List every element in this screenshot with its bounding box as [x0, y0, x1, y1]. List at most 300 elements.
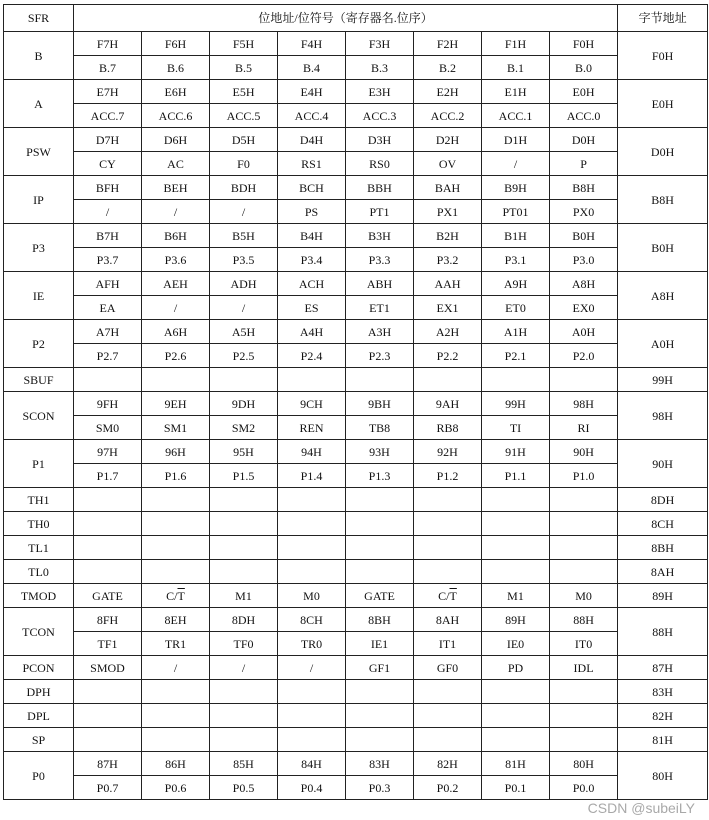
sfr-table: [3, 4, 708, 800]
table-row-dph: [4, 680, 708, 704]
empty-bit-cell: [142, 536, 210, 560]
sfr-name-cell: PCON: [4, 656, 74, 680]
bit-address-cell: BAH: [414, 176, 482, 200]
bit-address-cell: E0H: [550, 80, 618, 104]
sfr-name-cell: TMOD: [4, 584, 74, 608]
empty-bit-cell: [142, 680, 210, 704]
bit-symbol-cell: P1.7: [74, 464, 142, 488]
empty-bit-cell: [346, 368, 414, 392]
empty-bit-cell: [414, 680, 482, 704]
empty-bit-cell: [142, 488, 210, 512]
bit-symbol-cell: PT01: [482, 200, 550, 224]
ct-text: C/: [438, 588, 450, 603]
bit-address-cell: 91H: [482, 440, 550, 464]
bit-symbol-cell: GF0: [414, 656, 482, 680]
bit-address-cell: 9DH: [210, 392, 278, 416]
table-row-b-name: [4, 56, 708, 80]
bit-symbol-cell: TR0: [278, 632, 346, 656]
sfr-name-cell: IE: [4, 272, 74, 320]
byte-address-cell: 8CH: [618, 512, 708, 536]
bit-address-cell: B8H: [550, 176, 618, 200]
empty-bit-cell: [74, 368, 142, 392]
sfr-name-cell: TCON: [4, 608, 74, 656]
bit-symbol-cell: P3.2: [414, 248, 482, 272]
bit-symbol-cell: B.4: [278, 56, 346, 80]
bit-symbol-cell: SM2: [210, 416, 278, 440]
byte-address-cell: B0H: [618, 224, 708, 272]
empty-bit-cell: [414, 488, 482, 512]
byte-address-cell: 99H: [618, 368, 708, 392]
bit-symbol-cell: RS1: [278, 152, 346, 176]
empty-bit-cell: [278, 728, 346, 752]
bit-symbol-cell: P2.7: [74, 344, 142, 368]
bit-symbol-cell: B.3: [346, 56, 414, 80]
table-row-tl0: [4, 560, 708, 584]
empty-bit-cell: [210, 728, 278, 752]
bit-address-cell: B6H: [142, 224, 210, 248]
byte-address-cell: D0H: [618, 128, 708, 176]
empty-bit-cell: [414, 560, 482, 584]
sfr-name-cell: P3: [4, 224, 74, 272]
empty-bit-cell: [482, 536, 550, 560]
bit-symbol-cell: EX1: [414, 296, 482, 320]
bit-address-cell: A7H: [74, 320, 142, 344]
byte-address-cell: 98H: [618, 392, 708, 440]
t-overline: $\overline{T}$: [177, 588, 185, 603]
sfr-name-cell: SBUF: [4, 368, 74, 392]
byte-address-cell: A8H: [618, 272, 708, 320]
bit-symbol-cell: IT0: [550, 632, 618, 656]
table-row-sbuf: [4, 368, 708, 392]
bit-address-cell: D0H: [550, 128, 618, 152]
bit-symbol-cell: P3.0: [550, 248, 618, 272]
header-bits: 位地址/位符号（寄存器名.位序）: [74, 5, 618, 32]
empty-bit-cell: [550, 536, 618, 560]
table-row-ie-name: [4, 296, 708, 320]
table-row-th0: [4, 512, 708, 536]
bit-address-cell: F5H: [210, 32, 278, 56]
byte-address-cell: 80H: [618, 752, 708, 800]
bit-address-cell: 8CH: [278, 608, 346, 632]
bit-address-cell: 85H: [210, 752, 278, 776]
sfr-name-cell: SCON: [4, 392, 74, 440]
bit-symbol-cell: F0: [210, 152, 278, 176]
ct-text: C/: [166, 588, 178, 603]
bit-address-cell: 87H: [74, 752, 142, 776]
empty-bit-cell: [210, 560, 278, 584]
bit-symbol-cell: P1.2: [414, 464, 482, 488]
empty-bit-cell: [74, 704, 142, 728]
bit-symbol-cell: TF0: [210, 632, 278, 656]
bit-address-cell: B3H: [346, 224, 414, 248]
bit-address-cell: 9BH: [346, 392, 414, 416]
bit-symbol-cell: ACC.2: [414, 104, 482, 128]
sfr-name-cell: DPH: [4, 680, 74, 704]
empty-bit-cell: [550, 560, 618, 584]
bit-symbol-cell: OV: [414, 152, 482, 176]
header-byte-address: 字节地址: [618, 5, 708, 32]
empty-bit-cell: [550, 680, 618, 704]
empty-bit-cell: [74, 680, 142, 704]
empty-bit-cell: [278, 488, 346, 512]
empty-bit-cell: [74, 560, 142, 584]
bit-symbol-cell: RB8: [414, 416, 482, 440]
table-row-pcon: [4, 656, 708, 680]
bit-address-cell: BBH: [346, 176, 414, 200]
sfr-name-cell: IP: [4, 176, 74, 224]
table-row-scon-name: [4, 416, 708, 440]
bit-symbol-cell: GATE: [74, 584, 142, 608]
empty-bit-cell: [414, 512, 482, 536]
bit-symbol-cell: M0: [278, 584, 346, 608]
table-row-dpl: [4, 704, 708, 728]
bit-symbol-cell: /: [278, 656, 346, 680]
sfr-name-cell: B: [4, 32, 74, 80]
empty-bit-cell: [278, 368, 346, 392]
byte-address-cell: 8DH: [618, 488, 708, 512]
sfr-name-cell: P1: [4, 440, 74, 488]
sfr-name-cell: TH1: [4, 488, 74, 512]
table-row-p2-name: [4, 344, 708, 368]
bit-symbol-cell: ACC.0: [550, 104, 618, 128]
bit-address-cell: BCH: [278, 176, 346, 200]
bit-address-cell: 89H: [482, 608, 550, 632]
sfr-name-cell: A: [4, 80, 74, 128]
table-row-tcon-addr: [4, 608, 708, 632]
bit-address-cell: 94H: [278, 440, 346, 464]
bit-address-cell: D6H: [142, 128, 210, 152]
table-row-tcon-name: [4, 632, 708, 656]
bit-symbol-cell: P1.1: [482, 464, 550, 488]
bit-symbol-cell: ACC.4: [278, 104, 346, 128]
bit-symbol-cell: P3.4: [278, 248, 346, 272]
table-row-ip-addr: [4, 176, 708, 200]
table-row-p3-addr: [4, 224, 708, 248]
empty-bit-cell: [346, 560, 414, 584]
sfr-name-cell: TL1: [4, 536, 74, 560]
bit-symbol-cell: M0: [550, 584, 618, 608]
bit-address-cell: 83H: [346, 752, 414, 776]
bit-symbol-cell: ACC.1: [482, 104, 550, 128]
bit-address-cell: A6H: [142, 320, 210, 344]
bit-symbol-cell: IE0: [482, 632, 550, 656]
byte-address-cell: 89H: [618, 584, 708, 608]
table-body: [4, 32, 708, 800]
bit-symbol-cell: /: [210, 656, 278, 680]
bit-symbol-cell: B.5: [210, 56, 278, 80]
empty-bit-cell: [482, 560, 550, 584]
bit-symbol-cell: RS0: [346, 152, 414, 176]
bit-symbol-cell: P1.3: [346, 464, 414, 488]
bit-address-cell: 8FH: [74, 608, 142, 632]
byte-address-cell: 81H: [618, 728, 708, 752]
bit-address-cell: AFH: [74, 272, 142, 296]
table-row-p2-addr: [4, 320, 708, 344]
bit-address-cell: F2H: [414, 32, 482, 56]
empty-bit-cell: [414, 368, 482, 392]
table-row-p3-name: [4, 248, 708, 272]
bit-symbol-cell: P0.5: [210, 776, 278, 800]
bit-address-cell: 86H: [142, 752, 210, 776]
empty-bit-cell: [142, 728, 210, 752]
empty-bit-cell: [142, 512, 210, 536]
bit-symbol-cell: PS: [278, 200, 346, 224]
bit-symbol-cell: AC: [142, 152, 210, 176]
empty-bit-cell: [346, 512, 414, 536]
sfr-name-cell: TH0: [4, 512, 74, 536]
sfr-name-cell: TL0: [4, 560, 74, 584]
empty-bit-cell: [142, 368, 210, 392]
table-row-p0-addr: [4, 752, 708, 776]
bit-address-cell: E3H: [346, 80, 414, 104]
bit-address-cell: 9FH: [74, 392, 142, 416]
bit-address-cell: A3H: [346, 320, 414, 344]
byte-address-cell: 8AH: [618, 560, 708, 584]
bit-address-cell: 98H: [550, 392, 618, 416]
bit-address-cell: BEH: [142, 176, 210, 200]
table-row-a-addr: [4, 80, 708, 104]
bit-symbol-cell: P2.6: [142, 344, 210, 368]
bit-address-cell: 84H: [278, 752, 346, 776]
bit-symbol-cell: REN: [278, 416, 346, 440]
bit-symbol-cell: IDL: [550, 656, 618, 680]
bit-symbol-cell: GATE: [346, 584, 414, 608]
bit-symbol-cell: P0.0: [550, 776, 618, 800]
bit-address-cell: B9H: [482, 176, 550, 200]
empty-bit-cell: [482, 680, 550, 704]
bit-symbol-cell: PT1: [346, 200, 414, 224]
empty-bit-cell: [346, 536, 414, 560]
empty-bit-cell: [414, 536, 482, 560]
bit-address-cell: A5H: [210, 320, 278, 344]
bit-symbol-cell: /: [142, 200, 210, 224]
bit-address-cell: A0H: [550, 320, 618, 344]
table-row-psw-name: [4, 152, 708, 176]
bit-symbol-cell: P2.0: [550, 344, 618, 368]
t-overline: $\overline{T}$: [449, 588, 457, 603]
bit-address-cell: F6H: [142, 32, 210, 56]
header-row: [4, 5, 708, 32]
empty-bit-cell: [74, 728, 142, 752]
bit-symbol-cell: /: [482, 152, 550, 176]
bit-address-cell: F7H: [74, 32, 142, 56]
bit-symbol-cell: P0.3: [346, 776, 414, 800]
bit-symbol-cell: P1.4: [278, 464, 346, 488]
bit-symbol-cell: PX0: [550, 200, 618, 224]
bit-symbol-cell: SM0: [74, 416, 142, 440]
bit-symbol-cell: TI: [482, 416, 550, 440]
empty-bit-cell: [210, 488, 278, 512]
bit-address-cell: E2H: [414, 80, 482, 104]
empty-bit-cell: [278, 704, 346, 728]
bit-symbol-cell: P0.1: [482, 776, 550, 800]
bit-address-cell: BDH: [210, 176, 278, 200]
empty-bit-cell: [346, 704, 414, 728]
bit-symbol-cell: CY: [74, 152, 142, 176]
bit-address-cell: 9CH: [278, 392, 346, 416]
table-row-psw-addr: [4, 128, 708, 152]
table-row-b-addr: [4, 32, 708, 56]
bit-address-cell: ABH: [346, 272, 414, 296]
bit-address-cell: 81H: [482, 752, 550, 776]
bit-address-cell: E7H: [74, 80, 142, 104]
byte-address-cell: 8BH: [618, 536, 708, 560]
empty-bit-cell: [210, 512, 278, 536]
bit-address-cell: F3H: [346, 32, 414, 56]
bit-symbol-cell: [142, 584, 210, 608]
table-row-sp: [4, 728, 708, 752]
bit-symbol-cell: SM1: [142, 416, 210, 440]
byte-address-cell: F0H: [618, 32, 708, 80]
bit-symbol-cell: /: [210, 296, 278, 320]
bit-symbol-cell: P3.3: [346, 248, 414, 272]
bit-symbol-cell: EA: [74, 296, 142, 320]
header-sfr: SFR: [4, 5, 74, 32]
empty-bit-cell: [278, 536, 346, 560]
bit-symbol-cell: ES: [278, 296, 346, 320]
bit-symbol-cell: M1: [482, 584, 550, 608]
bit-symbol-cell: B.6: [142, 56, 210, 80]
table-row-ie-addr: [4, 272, 708, 296]
table-row-p0-name: [4, 776, 708, 800]
empty-bit-cell: [346, 488, 414, 512]
empty-bit-cell: [74, 512, 142, 536]
bit-address-cell: A8H: [550, 272, 618, 296]
empty-bit-cell: [414, 728, 482, 752]
bit-symbol-cell: P0.6: [142, 776, 210, 800]
bit-symbol-cell: P1.5: [210, 464, 278, 488]
bit-address-cell: A1H: [482, 320, 550, 344]
empty-bit-cell: [142, 704, 210, 728]
bit-address-cell: 8EH: [142, 608, 210, 632]
bit-symbol-cell: /: [74, 200, 142, 224]
empty-bit-cell: [142, 560, 210, 584]
bit-symbol-cell: P2.2: [414, 344, 482, 368]
bit-symbol-cell: ACC.7: [74, 104, 142, 128]
empty-bit-cell: [210, 536, 278, 560]
bit-address-cell: B5H: [210, 224, 278, 248]
bit-address-cell: 92H: [414, 440, 482, 464]
bit-symbol-cell: P3.1: [482, 248, 550, 272]
bit-symbol-cell: RI: [550, 416, 618, 440]
bit-address-cell: F1H: [482, 32, 550, 56]
bit-address-cell: AAH: [414, 272, 482, 296]
bit-address-cell: D4H: [278, 128, 346, 152]
bit-symbol-cell: /: [210, 200, 278, 224]
watermark: CSDN @subeiLY: [587, 800, 695, 816]
empty-bit-cell: [550, 512, 618, 536]
empty-bit-cell: [482, 728, 550, 752]
bit-address-cell: D5H: [210, 128, 278, 152]
bit-address-cell: B7H: [74, 224, 142, 248]
bit-address-cell: ACH: [278, 272, 346, 296]
bit-address-cell: D2H: [414, 128, 482, 152]
bit-address-cell: 8DH: [210, 608, 278, 632]
byte-address-cell: 88H: [618, 608, 708, 656]
bit-symbol-cell: P3.7: [74, 248, 142, 272]
bit-address-cell: 8BH: [346, 608, 414, 632]
bit-address-cell: E1H: [482, 80, 550, 104]
bit-address-cell: 80H: [550, 752, 618, 776]
bit-address-cell: 96H: [142, 440, 210, 464]
bit-symbol-cell: P1.0: [550, 464, 618, 488]
bit-address-cell: A2H: [414, 320, 482, 344]
bit-symbol-cell: ACC.5: [210, 104, 278, 128]
empty-bit-cell: [414, 704, 482, 728]
bit-symbol-cell: /: [142, 656, 210, 680]
table-row-p1-name: [4, 464, 708, 488]
table-row-p1-addr: [4, 440, 708, 464]
bit-address-cell: B4H: [278, 224, 346, 248]
bit-symbol-cell: P1.6: [142, 464, 210, 488]
empty-bit-cell: [482, 704, 550, 728]
empty-bit-cell: [482, 368, 550, 392]
bit-address-cell: 90H: [550, 440, 618, 464]
bit-symbol-cell: ACC.3: [346, 104, 414, 128]
bit-address-cell: B0H: [550, 224, 618, 248]
empty-bit-cell: [550, 728, 618, 752]
bit-address-cell: F4H: [278, 32, 346, 56]
bit-symbol-cell: P0.4: [278, 776, 346, 800]
bit-address-cell: D7H: [74, 128, 142, 152]
empty-bit-cell: [482, 488, 550, 512]
bit-symbol-cell: M1: [210, 584, 278, 608]
bit-symbol-cell: SMOD: [74, 656, 142, 680]
empty-bit-cell: [482, 512, 550, 536]
bit-address-cell: D3H: [346, 128, 414, 152]
bit-address-cell: 9AH: [414, 392, 482, 416]
byte-address-cell: 90H: [618, 440, 708, 488]
sfr-name-cell: DPL: [4, 704, 74, 728]
empty-bit-cell: [278, 560, 346, 584]
bit-address-cell: ADH: [210, 272, 278, 296]
bit-symbol-cell: IE1: [346, 632, 414, 656]
bit-symbol-cell: [414, 584, 482, 608]
byte-address-cell: E0H: [618, 80, 708, 128]
bit-address-cell: 9EH: [142, 392, 210, 416]
table-row-scon-addr: [4, 392, 708, 416]
empty-bit-cell: [278, 512, 346, 536]
byte-address-cell: 82H: [618, 704, 708, 728]
table-row-a-name: [4, 104, 708, 128]
bit-address-cell: D1H: [482, 128, 550, 152]
bit-symbol-cell: IT1: [414, 632, 482, 656]
bit-symbol-cell: ET1: [346, 296, 414, 320]
bit-symbol-cell: EX0: [550, 296, 618, 320]
bit-address-cell: B1H: [482, 224, 550, 248]
bit-symbol-cell: P2.1: [482, 344, 550, 368]
bit-address-cell: A9H: [482, 272, 550, 296]
bit-address-cell: E6H: [142, 80, 210, 104]
bit-symbol-cell: GF1: [346, 656, 414, 680]
bit-symbol-cell: /: [142, 296, 210, 320]
bit-symbol-cell: ET0: [482, 296, 550, 320]
bit-symbol-cell: P2.4: [278, 344, 346, 368]
empty-bit-cell: [550, 704, 618, 728]
bit-symbol-cell: B.0: [550, 56, 618, 80]
sfr-name-cell: SP: [4, 728, 74, 752]
bit-address-cell: 97H: [74, 440, 142, 464]
bit-symbol-cell: TF1: [74, 632, 142, 656]
bit-address-cell: F0H: [550, 32, 618, 56]
bit-address-cell: AEH: [142, 272, 210, 296]
byte-address-cell: 83H: [618, 680, 708, 704]
bit-address-cell: 93H: [346, 440, 414, 464]
bit-address-cell: BFH: [74, 176, 142, 200]
empty-bit-cell: [278, 680, 346, 704]
empty-bit-cell: [346, 680, 414, 704]
sfr-name-cell: PSW: [4, 128, 74, 176]
